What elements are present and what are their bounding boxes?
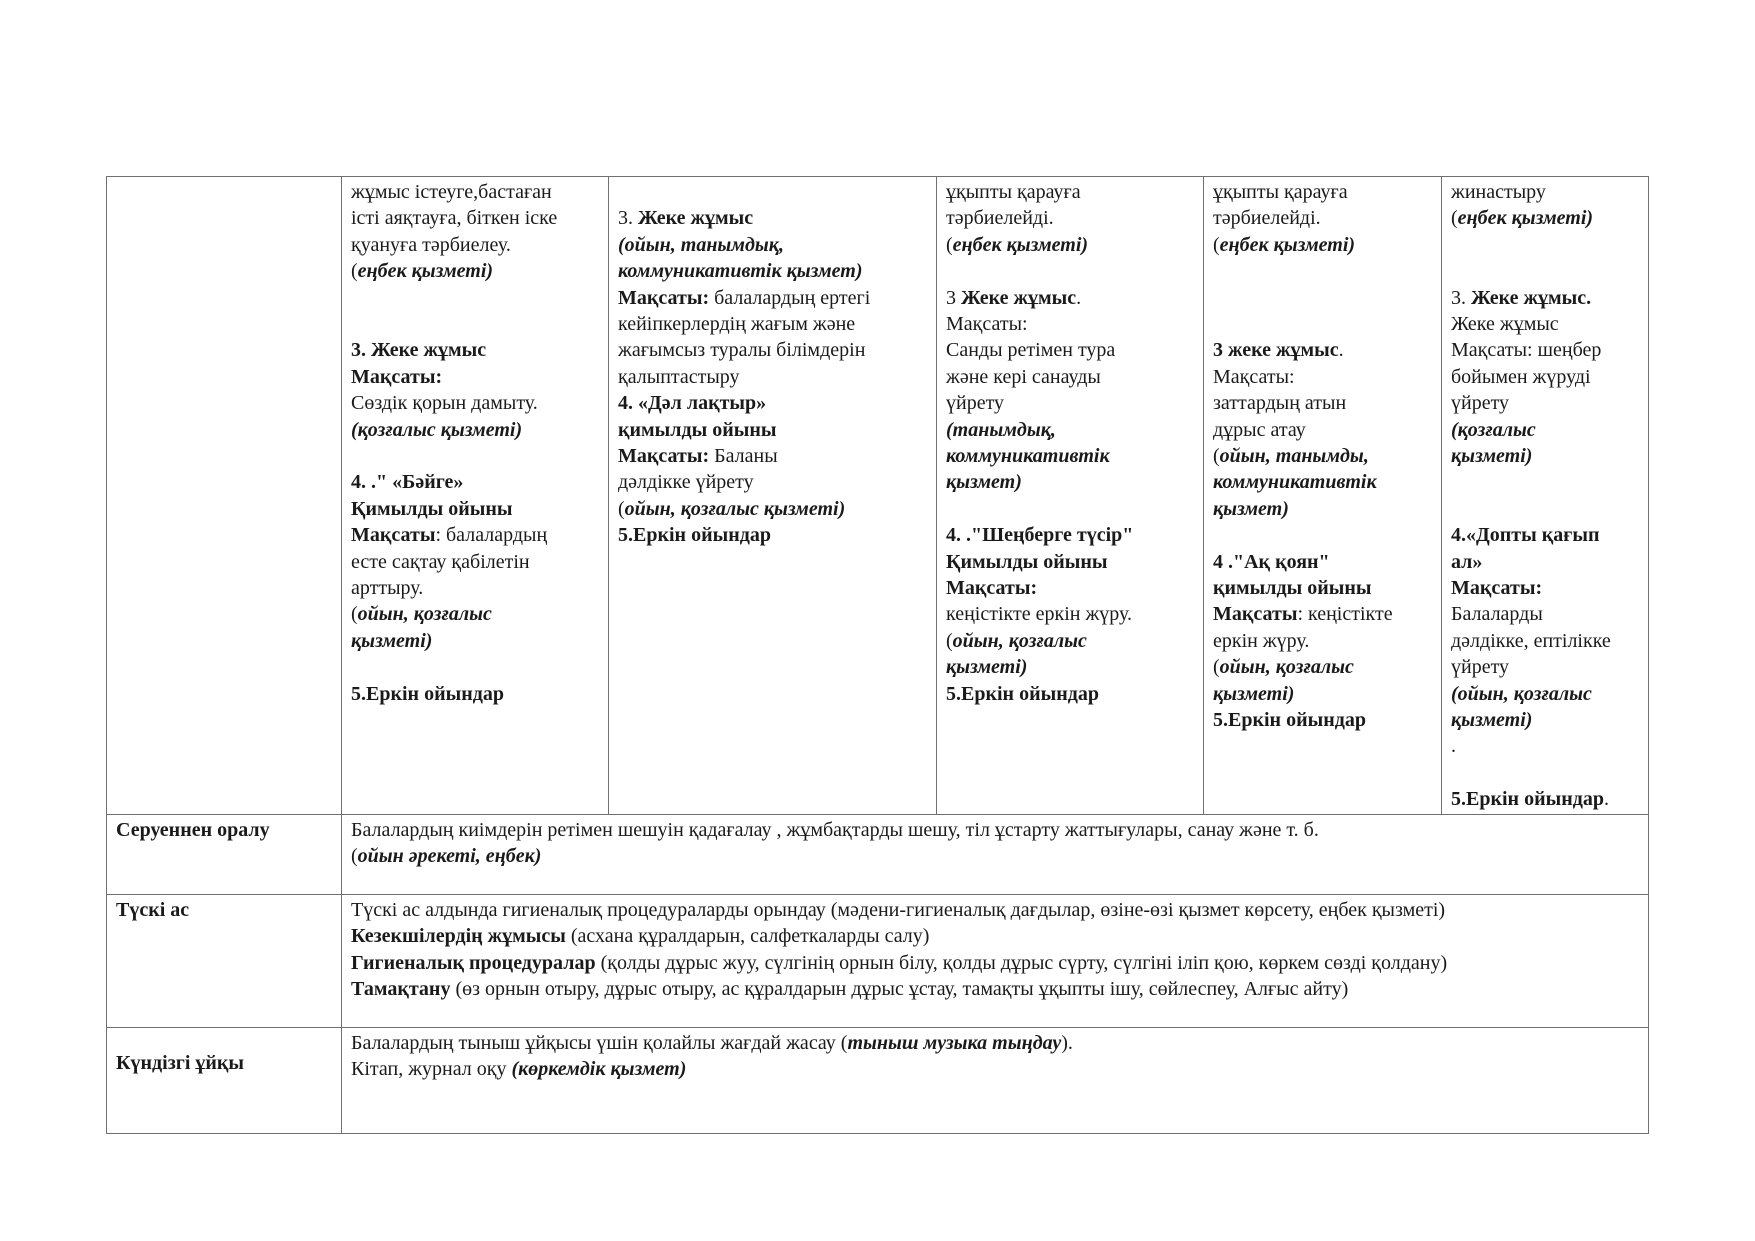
text-run: дұрыс атау xyxy=(1213,418,1306,441)
text-run: 3. xyxy=(618,207,638,230)
text-run: 4.«Допты қағып xyxy=(1451,524,1600,547)
text-line xyxy=(946,681,1195,707)
text-run: жинастыру xyxy=(1451,181,1546,203)
text-run: еңбек қызметі) xyxy=(952,233,1089,256)
text-line xyxy=(1451,496,1640,522)
row-label-cell xyxy=(107,895,342,1028)
text-run: Кітап, журнал оқу xyxy=(351,1058,512,1081)
text-run: ұқыпты қарауға xyxy=(1213,181,1348,203)
text-line xyxy=(946,601,1195,627)
text-run: ( xyxy=(618,497,625,520)
text-run: Қимылды ойыны xyxy=(351,497,513,520)
text-run: ойын әрекеті, еңбек) xyxy=(357,845,542,868)
text-run: қызметі) xyxy=(1451,709,1533,732)
text-line xyxy=(1451,786,1640,812)
text-run: еңбек қызметі) xyxy=(1457,207,1594,230)
text-run: Жеке жұмыс xyxy=(961,286,1077,309)
text-line xyxy=(946,258,1195,284)
text-run: 4 ."Ақ қоян" xyxy=(1213,550,1330,573)
text-line xyxy=(946,443,1195,469)
text-line xyxy=(1213,311,1433,337)
text-run: ( xyxy=(351,603,358,626)
text-run: ойын, қозғалыс xyxy=(357,603,492,626)
text-run: үйрету xyxy=(946,392,1005,415)
text-line xyxy=(1213,601,1433,627)
row-content-cell xyxy=(342,815,1649,895)
text-line xyxy=(351,654,600,680)
text-line xyxy=(1451,549,1640,575)
text-run: қызметі) xyxy=(1451,445,1533,468)
text-run: тыныш музыка тыңдау xyxy=(847,1032,1062,1054)
text-line xyxy=(618,390,928,416)
text-run: Санды ретімен тура xyxy=(946,339,1116,362)
text-run: кейіпкерлердің жағым және xyxy=(618,313,856,336)
text-run: Мақсаты: xyxy=(618,445,710,468)
row-label-cell xyxy=(107,815,342,895)
text-run: қимылды ойыны xyxy=(618,418,777,441)
text-run: заттардың атын xyxy=(1213,392,1347,415)
text-run: ( xyxy=(351,845,358,868)
text-run: жағымсыз туралы білімдерін xyxy=(618,339,866,362)
text-run: қимылды ойыны xyxy=(1213,577,1372,600)
text-line xyxy=(351,843,1640,869)
text-run: еңбек қызметі) xyxy=(357,260,494,283)
text-line xyxy=(1451,575,1640,601)
text-run: Мақсаты: xyxy=(1213,365,1295,388)
text-run: 5.Еркін ойындар xyxy=(351,682,504,705)
text-run: ( xyxy=(1213,233,1220,256)
text-line xyxy=(351,496,600,522)
text-run: Кезекшілердің жұмысы xyxy=(351,925,566,948)
text-line xyxy=(351,258,600,284)
text-run: (көркемдік қызмет) xyxy=(511,1058,687,1081)
text-run: Жеке жұмыс xyxy=(638,207,754,230)
text-run: ( xyxy=(1213,656,1220,679)
activity-cell-4 xyxy=(1204,177,1442,815)
text-line xyxy=(946,575,1195,601)
text-line xyxy=(618,179,928,205)
text-run: кеңістікте еркін жүру. xyxy=(946,603,1133,626)
text-line xyxy=(1213,205,1433,231)
text-line xyxy=(1451,337,1640,363)
text-line xyxy=(946,179,1195,205)
text-run: . xyxy=(1076,286,1082,309)
text-run: : балалардың xyxy=(435,524,548,547)
text-run: үйрету xyxy=(1451,392,1510,415)
text-line xyxy=(1451,285,1640,311)
text-line xyxy=(351,923,1640,949)
text-run: ұқыпты қарауға xyxy=(946,181,1081,203)
row-label-cell xyxy=(107,1028,342,1134)
text-line xyxy=(1213,707,1433,733)
text-run: еңбек қызметі) xyxy=(1219,233,1356,256)
text-line xyxy=(946,364,1195,390)
text-run: қалыптастыру xyxy=(618,365,740,388)
row-label: Серуеннен оралу xyxy=(116,819,270,841)
text-line xyxy=(1451,443,1640,469)
text-run: қуануға тәрбиелеу. xyxy=(351,233,511,256)
text-run: . xyxy=(1338,339,1344,362)
text-line xyxy=(1451,760,1640,786)
text-line xyxy=(946,496,1195,522)
text-run: Мақсаты: xyxy=(946,313,1028,336)
text-line xyxy=(946,522,1195,548)
text-line xyxy=(351,417,600,443)
text-run: 4. «Дәл лақтыр» xyxy=(618,392,767,415)
text-line xyxy=(946,285,1195,311)
text-line xyxy=(1451,469,1640,495)
text-line xyxy=(618,205,928,231)
return-from-walk-row xyxy=(107,815,1649,895)
text-run: жұмыс істеуге,бастаған xyxy=(351,181,552,203)
text-line xyxy=(1213,179,1433,205)
text-line xyxy=(1451,417,1640,443)
text-run: (ойын, танымдық, xyxy=(618,233,784,256)
text-run: қызметі) xyxy=(946,656,1028,679)
text-run: еркін жүру. xyxy=(1213,629,1310,652)
text-run: Жеке жұмыс. xyxy=(1471,286,1592,309)
text-line xyxy=(1451,681,1640,707)
text-run: ( xyxy=(946,233,953,256)
text-run: (қозғалыс қызметі) xyxy=(351,418,523,441)
text-run: 3 жеке жұмыс xyxy=(1213,339,1339,362)
text-line xyxy=(351,817,1640,843)
schedule-table xyxy=(106,176,1649,1134)
text-line xyxy=(1451,390,1640,416)
text-run: Қимылды ойыны xyxy=(946,550,1108,573)
text-run: қызметі) xyxy=(351,629,433,652)
text-run: Баланы xyxy=(709,445,778,468)
text-run: 3. xyxy=(1451,286,1471,309)
text-run: ( xyxy=(1213,445,1220,468)
text-run: ойын, қозғалыс xyxy=(1219,656,1354,679)
text-run: есте сақтау қабілетін xyxy=(351,550,530,573)
text-run: қызметі) xyxy=(1213,682,1295,705)
text-line xyxy=(618,258,928,284)
text-line xyxy=(351,337,600,363)
text-line xyxy=(1451,733,1640,759)
text-line xyxy=(1213,232,1433,258)
text-run: коммуникативтік xyxy=(1213,471,1377,494)
text-line xyxy=(351,311,600,337)
text-run: . xyxy=(1603,788,1609,811)
text-run: 4. ." «Бәйге» xyxy=(351,471,464,494)
row-label: Күндізгі ұйқы xyxy=(116,1052,245,1075)
text-line xyxy=(1451,628,1640,654)
text-line xyxy=(1451,258,1640,284)
text-line xyxy=(1213,654,1433,680)
text-run: балалардың ертегі xyxy=(709,286,871,309)
activity-cell-2 xyxy=(609,177,937,815)
text-line xyxy=(946,469,1195,495)
text-run: 5.Еркін ойындар xyxy=(1213,709,1366,732)
text-line xyxy=(1213,496,1433,522)
text-line xyxy=(946,549,1195,575)
text-line xyxy=(351,1030,1640,1056)
text-line xyxy=(351,469,600,495)
text-run: ал» xyxy=(1451,550,1483,573)
text-run: ( xyxy=(1451,207,1458,230)
text-run: тәрбиелейді. xyxy=(946,207,1054,230)
text-line xyxy=(351,179,600,205)
text-run: Мақсаты: xyxy=(618,286,710,309)
text-line xyxy=(946,417,1195,443)
text-run: Балаларды xyxy=(1451,603,1543,626)
text-line xyxy=(1451,179,1640,205)
text-line xyxy=(618,496,928,522)
text-line xyxy=(351,601,600,627)
text-run: ойын, қозғалыс xyxy=(952,629,1087,652)
text-run: : кеңістікте xyxy=(1297,603,1393,626)
text-run: Мақсаты: xyxy=(946,577,1038,600)
text-run: дәлдікке үйрету xyxy=(618,471,754,494)
text-run: Мақсаты xyxy=(351,524,436,547)
text-run: коммуникативтік қызмет) xyxy=(618,260,863,283)
text-line xyxy=(1213,549,1433,575)
text-run: 3 xyxy=(946,286,961,309)
text-run: бойымен жүруді xyxy=(1451,365,1591,388)
text-line xyxy=(351,285,600,311)
text-run: және кері санауды xyxy=(946,365,1101,388)
text-line xyxy=(946,205,1195,231)
text-line xyxy=(618,337,928,363)
text-line xyxy=(618,443,928,469)
text-line xyxy=(351,575,600,601)
text-line xyxy=(351,1056,1640,1082)
activity-cell-3 xyxy=(937,177,1204,815)
text-run: Түскі ас алдында гигиеналық процедураларды орындау (мәдени-гигиеналық дағдылар, өзіне-өзі қызмет көрсету, еңбек қызметі) xyxy=(351,899,1446,921)
text-run: 3. Жеке жұмыс xyxy=(351,339,487,362)
text-line xyxy=(1451,522,1640,548)
text-line xyxy=(618,311,928,337)
text-line xyxy=(946,232,1195,258)
text-line xyxy=(1213,337,1433,363)
text-run: қызмет) xyxy=(946,471,1022,494)
text-line xyxy=(1213,443,1433,469)
text-line xyxy=(618,364,928,390)
activities-row xyxy=(107,177,1649,815)
text-run: Балалардың тыныш ұйқысы үшін қолайлы жағдай жасау ( xyxy=(351,1032,848,1054)
text-run: үйрету xyxy=(1451,656,1510,679)
activity-cell-1 xyxy=(342,177,609,815)
text-run: (асхана құралдарын, салфеткаларды салу) xyxy=(565,925,930,948)
text-line xyxy=(1213,628,1433,654)
text-run: ). xyxy=(1061,1032,1073,1054)
text-line xyxy=(351,681,600,707)
text-line xyxy=(1213,469,1433,495)
text-line xyxy=(946,628,1195,654)
text-line xyxy=(351,628,600,654)
text-run: Жеке жұмыс xyxy=(1451,313,1559,335)
text-run: Мақсаты: xyxy=(351,365,443,388)
text-run: тәрбиелейді. xyxy=(1213,207,1321,230)
text-line xyxy=(618,285,928,311)
text-run: істі аяқтауға, біткен іске xyxy=(351,207,558,230)
text-line xyxy=(351,364,600,390)
text-line xyxy=(1213,364,1433,390)
text-run: (өз орнын отыру, дұрыс отыру, ас құралдарын дұрыс ұстау, тамақты ұқыпты ішу, сөйлеспеу, Алғыс айту) xyxy=(450,978,1349,1001)
row-content-cell xyxy=(342,895,1649,1028)
text-line xyxy=(946,654,1195,680)
text-run: Сөздік қорын дамыту. xyxy=(351,392,538,415)
text-line xyxy=(1213,417,1433,443)
text-run: 5.Еркін ойындар xyxy=(1451,788,1604,811)
text-line xyxy=(1213,285,1433,311)
text-line xyxy=(1213,522,1433,548)
row-content-cell xyxy=(342,1028,1649,1134)
text-line xyxy=(1213,390,1433,416)
text-line xyxy=(1451,601,1640,627)
text-line xyxy=(618,232,928,258)
text-line xyxy=(946,390,1195,416)
text-run: коммуникативтік xyxy=(946,445,1110,468)
text-run: 5.Еркін ойындар xyxy=(946,682,1099,705)
text-run: Мақсаты: xyxy=(1451,577,1543,600)
text-line xyxy=(351,897,1640,923)
text-run: Балалардың киімдерін ретімен шешуін қадағалау , жұмбақтарды шешу, тіл ұстарту жаттығулары, санау және т. б. xyxy=(351,819,1319,841)
text-line xyxy=(351,522,600,548)
activity-cell-5 xyxy=(1442,177,1649,815)
text-line xyxy=(351,232,600,258)
text-run: Мақсаты: шеңбер xyxy=(1451,339,1602,362)
text-run: (қозғалыс xyxy=(1451,418,1536,441)
text-line xyxy=(1213,575,1433,601)
text-line xyxy=(1213,258,1433,284)
text-run: дәлдікке, ептілікке xyxy=(1451,629,1611,652)
text-line xyxy=(1451,232,1640,258)
nap-row xyxy=(107,1028,1649,1134)
text-line xyxy=(618,522,928,548)
text-line xyxy=(351,205,600,231)
text-run: 4. ."Шеңберге түсір" xyxy=(946,524,1134,547)
text-run: (ойын, қозғалыс xyxy=(1451,682,1592,705)
text-run: ( xyxy=(946,629,953,652)
text-run: ойын, танымды, xyxy=(1219,445,1369,468)
text-run: арттыру. xyxy=(351,577,424,600)
text-line xyxy=(1451,707,1640,733)
text-run: (қолды дұрыс жуу, сүлгінің орнын білу, қолды дұрыс сүрту, сүлгіні іліп қою, көркем сөзді қолдану) xyxy=(595,951,1448,974)
text-line xyxy=(618,417,928,443)
lunch-row xyxy=(107,895,1649,1028)
text-run: 5.Еркін ойындар xyxy=(618,524,771,547)
text-line xyxy=(351,549,600,575)
text-run: Мақсаты xyxy=(1213,603,1298,626)
text-run: ойын, қозғалыс қызметі) xyxy=(624,497,846,520)
text-line xyxy=(1451,205,1640,231)
text-line xyxy=(351,950,1640,976)
text-line xyxy=(1451,311,1640,337)
text-line xyxy=(351,443,600,469)
text-line xyxy=(351,976,1640,1002)
text-run: қызмет) xyxy=(1213,497,1289,520)
text-line xyxy=(1451,364,1640,390)
text-line xyxy=(946,337,1195,363)
text-run: (танымдық, xyxy=(946,418,1056,441)
text-line xyxy=(946,311,1195,337)
text-line xyxy=(351,390,600,416)
text-line xyxy=(1213,681,1433,707)
text-line xyxy=(1451,654,1640,680)
row-label: Түскі ас xyxy=(116,899,190,921)
text-line xyxy=(618,469,928,495)
text-run: Гигиеналық процедуралар xyxy=(351,951,596,974)
text-run: Тамақтану xyxy=(351,978,451,1001)
row-label-cell xyxy=(107,177,342,815)
text-run: ( xyxy=(351,260,358,283)
text-run: . xyxy=(1451,735,1456,758)
